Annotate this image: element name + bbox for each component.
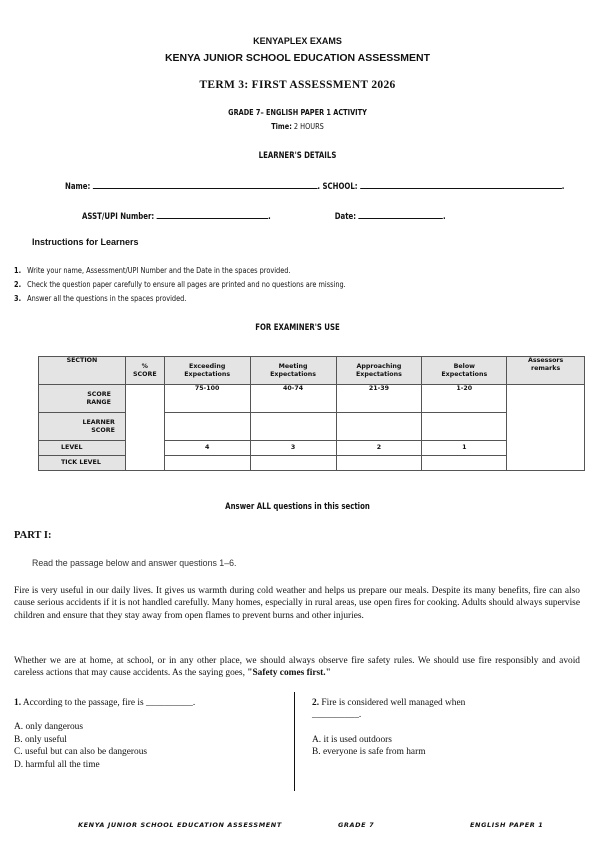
paper-title: GRADE 7– ENGLISH PAPER 1 ACTIVITY [228,108,367,117]
learner-details-title: LEARNER'S DETAILS [258,151,337,161]
learner-score-cell[interactable] [164,413,250,441]
instruction-item: 2. Check the question paper carefully to ensure all pages are printed and no questions are missing. [14,280,346,289]
name-label: Name: [65,182,91,192]
asst-date-line: ASST/UPI Number: . Date: . [82,209,446,222]
date-field[interactable] [359,209,443,219]
level-cell: 4 [164,441,250,456]
header-exceeding: Exceeding Expectations [164,357,250,385]
header-pct: % SCORE [125,357,164,385]
row-learner-score: LEARNER SCORE [39,413,126,441]
instruction-item: 3. Answer all the questions in the spaces provided. [14,294,187,303]
learner-score-cell[interactable] [422,413,507,441]
tick-cell[interactable] [336,456,422,471]
option-a[interactable]: A. it is used outdoors [312,734,392,745]
question-1 [14,697,284,771]
question-2-stem: 2. Fire is considered well managed when [312,698,466,708]
time-line [54,122,542,131]
row-level: LEVEL [39,441,126,456]
footer-right: ENGLISH PAPER 1 [470,821,544,829]
assessor-remarks-cell[interactable] [507,385,585,471]
table-row [39,456,585,471]
footer-left: KENYA JUNIOR SCHOOL EDUCATION ASSESSMENT [78,821,282,829]
term-title: TERM 3: FIRST ASSESSMENT 2026 [199,79,396,91]
range-cell: 75-100 [164,385,250,413]
learner-score-cell[interactable] [250,413,336,441]
table-row [39,441,585,456]
tick-cell[interactable] [164,456,250,471]
row-tick-level: TICK LEVEL [39,456,126,471]
part-heading: PART I: [14,530,52,541]
assessment-title: KENYA JUNIOR SCHOOL EDUCATION ASSESSMENT [164,52,431,64]
instruction-item: 1. Write your name, Assessment/UPI Number and the Date in the spaces provided. [14,266,291,275]
level-cell: 2 [336,441,422,456]
name-school-line: Name: . SCHOOL: . [65,179,564,192]
option-b[interactable]: B. everyone is safe from harm [312,747,426,758]
date-label: Date: [334,212,357,222]
range-cell: 1-20 [422,385,507,413]
tick-cell[interactable] [422,456,507,471]
table-header-row [39,357,585,385]
level-cell: 1 [422,441,507,456]
answer-all-instruction: Answer ALL questions in this section [225,502,370,512]
time-label: Time: [271,122,292,131]
tick-cell[interactable] [250,456,336,471]
option-d[interactable]: D. harmful all the time [14,759,100,770]
asst-label: ASST/UPI Number: [82,212,155,222]
column-divider [294,692,295,791]
passage-paragraph-2: Whether we are at home, at school, or in any other place, we should always observe fire safety rules. We should use fire responsibly and avoid careless actions that may cause accidents. As the saying goes, "Safety comes first." [14,656,580,679]
option-a[interactable]: A. only dangerous [14,722,83,733]
header-assessors: Assessors remarks [507,357,585,385]
level-cell: 3 [250,441,336,456]
question-2-blank: __________. [312,710,362,721]
school-label: SCHOOL: [322,182,358,192]
instructions-heading: Instructions for Learners [32,237,139,247]
table-row [39,385,585,413]
option-b[interactable]: B. only useful [14,734,67,745]
school-field[interactable] [360,179,562,189]
time-value: 2 HOURS [291,122,324,131]
org-title: KENYAPLEX EXAMS [253,36,342,46]
pct-score-cell[interactable] [125,385,164,471]
range-cell: 21-39 [336,385,422,413]
question-2 [312,697,582,759]
examiner-table [38,356,585,471]
name-field[interactable] [93,179,318,189]
header-approaching: Approaching Expectations [336,357,422,385]
asst-field[interactable] [157,209,269,219]
passage-paragraph-1: Fire is very useful in our daily lives. It gives us warmth during cold weather and helps us prepare our meals. Despite its many benefits, fire can also cause serious accidents if it is not handled carefully. Many homes, especially in rural areas, use open fires for cooking. Adults should always supervise children and ensure that they stay away from open flames to prevent burns and other injuries. [14,586,580,621]
table-row [39,413,585,441]
header-below: Below Expectations [422,357,507,385]
examiner-title: FOR EXAMINER'S USE [255,323,340,333]
row-score-range: SCORE RANGE [39,385,126,413]
read-instruction: Read the passage below and answer questions 1–6. [32,558,237,568]
footer-center: GRADE 7 [338,821,375,829]
header-section: SECTION [39,357,126,385]
range-cell: 40-74 [250,385,336,413]
question-1-stem: 1. According to the passage, fire is __________. [14,698,196,708]
header-meeting: Meeting Expectations [250,357,336,385]
learner-score-cell[interactable] [336,413,422,441]
option-c[interactable]: C. useful but can also be dangerous [14,747,148,758]
